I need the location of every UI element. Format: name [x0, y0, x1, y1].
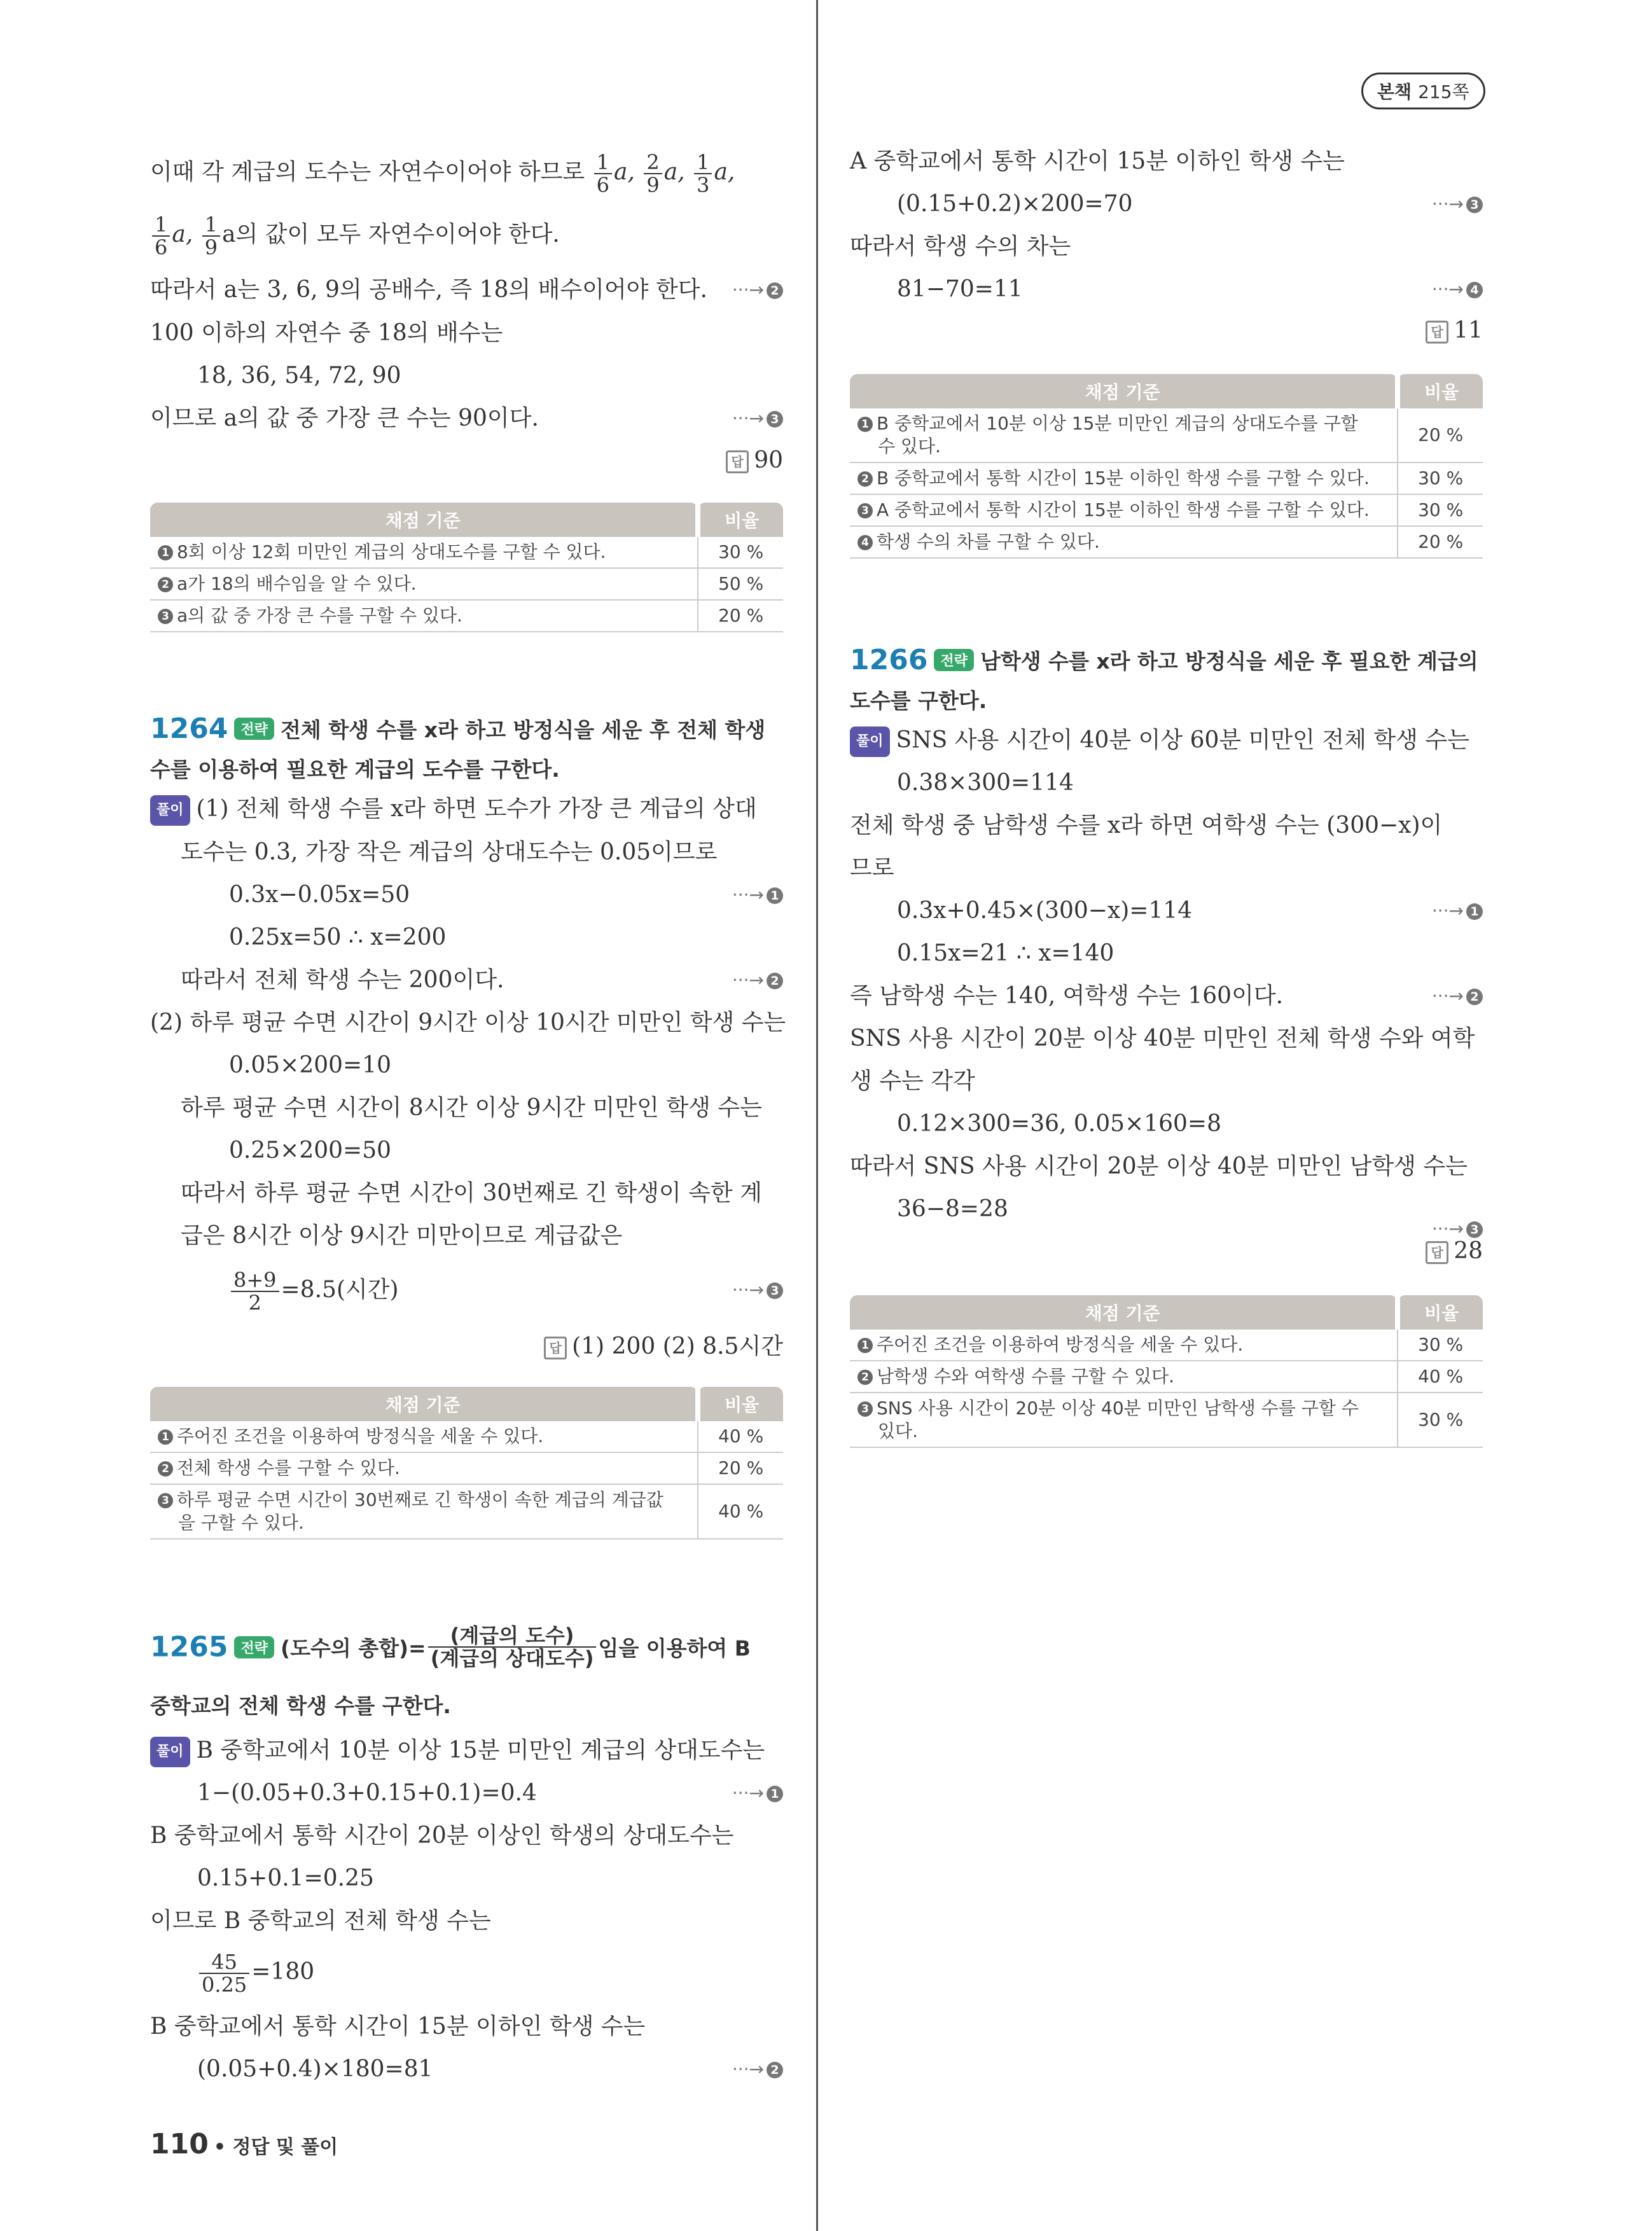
strategy-badge: 전략 [234, 718, 274, 740]
step-marker: ···→ 1 [732, 1779, 783, 1807]
criteria-table: 채점 기준 비율 1 B 중학교에서 10분 이상 15분 미만인 계급의 상대도수를 구할 수 있다. 20 % 2 B 중학교에서 통학 시간이 15분 이하인 학생 수를 구할 수 있다. 30 % 3 A 중학교에서 통학 시간이 15분 이하인 학생 수를 구할 수 있다. 30 % 4 학생 수의 차를 구할 수 있다. 20 % [850, 374, 1483, 559]
text-line: 따라서 SNS 사용 시간이 20분 이상 40분 미만인 남학생 수는 [850, 1153, 1468, 1179]
table-row: 3 a의 값 중 가장 큰 수를 구할 수 있다. 20 % [150, 600, 783, 632]
table-row: 2 남학생 수와 여학생 수를 구할 수 있다. 40 % [850, 1361, 1483, 1393]
text-line: 풀이 B 중학교에서 10분 이상 15분 미만인 계급의 상대도수는 [150, 1737, 765, 1767]
page-footer [150, 2128, 338, 2160]
table-row: 2 a가 18의 배수임을 알 수 있다. 50 % [150, 568, 783, 600]
text-line: $\frac{45}{0.25}$ =180 [197, 1947, 314, 1998]
solution-badge: 풀이 [850, 726, 890, 757]
fraction: $\frac{45}{0.25}$ [199, 1951, 249, 1996]
fraction: $\frac{1}{9}$ [202, 214, 220, 258]
text-line: 18, 36, 54, 72, 90 [197, 363, 401, 389]
criteria-table: 채점 기준 비율 1 8회 이상 12회 미만인 계급의 상대도수를 구할 수 있다. 30 % 2 a가 18의 배수임을 알 수 있다. 50 % 3 a의 값 중 가장 큰 수를 구할 수 있다. 20 % [150, 503, 783, 632]
step-marker: ···→ 4 [1432, 275, 1483, 303]
text-line: 0.12×300=36, 0.05×160=8 [897, 1111, 1221, 1137]
step-marker: ···→ 2 [732, 966, 783, 994]
problem-number: 1264 [150, 712, 228, 745]
fraction: $\frac{2}{9}$ [644, 151, 662, 196]
step-marker: ···→ 2 [1432, 982, 1483, 1010]
step-marker: ···→ 2 [732, 276, 783, 304]
fraction: $\frac{8+9}{2}$ [231, 1269, 279, 1314]
step-marker: ···→ 3 [1432, 1215, 1483, 1243]
answer-icon: 답 [544, 1337, 567, 1359]
text-line: 전체 학생 중 남학생 수를 x라 하면 여학생 수는 (300−x)이 [850, 812, 1443, 838]
solution-badge: 풀이 [150, 795, 190, 826]
strategy-text: 도수를 구한다. [850, 688, 987, 713]
page-reference-badge: 본책 215쪽 [1361, 73, 1485, 109]
text-line: 이므로 B 중학교의 전체 학생 수는 [150, 1908, 491, 1934]
table-row: 4 학생 수의 차를 구할 수 있다. 20 % [850, 526, 1483, 558]
text-line: (0.15+0.2)×200=70 ···→ 3 [897, 190, 1483, 218]
step-marker: ···→ 2 [732, 2055, 783, 2083]
criteria-table: 채점 기준 비율 1 주어진 조건을 이용하여 방정식을 세울 수 있다. 40 % 2 전체 학생 수를 구할 수 있다. 20 % 3 하루 평균 수면 시간이 30번째로 긴 학생이 속한 계급의 계급값 을 구할 수 있다. 40 % [150, 1387, 783, 1539]
answer-icon: 답 [726, 450, 749, 473]
strategy-text: 수를 이용하여 필요한 계급의 도수를 구한다. [150, 757, 560, 782]
text-line: 100 이하의 자연수 중 18의 배수는 [150, 320, 503, 346]
table-row: 3 SNS 사용 시간이 20분 이상 40분 미만인 남학생 수를 구할 수 있다. 30 % [850, 1393, 1483, 1447]
text-line: 따라서 a는 3, 6, 9의 공배수, 즉 18의 배수이어야 한다. ···→ 2 [150, 276, 783, 304]
table-row: 3 하루 평균 수면 시간이 30번째로 긴 학생이 속한 계급의 계급값 을 구할 수 있다. 40 % [150, 1484, 783, 1539]
text-line: 이때 각 계급의 도수는 자연수이어야 하므로 $\frac{1}{6}$ a, $\frac{2}{9}$ a, $\frac{1}{3}$ a, [150, 150, 735, 197]
text-line: 즉 남학생 수는 140, 여학생 수는 160이다. ···→ 2 [850, 982, 1483, 1010]
problem-number: 1266 [850, 644, 928, 676]
solution-badge: 풀이 [150, 1737, 190, 1767]
text-line: (2) 하루 평균 수면 시간이 9시간 이상 10시간 미만인 학생 수는 [150, 1010, 786, 1036]
text-line: (0.05+0.4)×180=81 ···→ 2 [197, 2055, 783, 2083]
text-line: 이므로 a의 값 중 가장 큰 수는 90이다. ···→ 3 [150, 405, 783, 433]
text-line: 81−70=11 ···→ 4 [897, 275, 1483, 303]
answer-line: 답 28 [1426, 1238, 1483, 1264]
text-line: 0.15x=21 ∴ x=140 [897, 940, 1114, 966]
step-marker: ···→ 3 [1432, 190, 1483, 218]
fraction: $\frac{1}{6}$ [152, 214, 170, 258]
text-line: 따라서 전체 학생 수는 200이다. ···→ 2 [181, 966, 783, 994]
text-line: 므로 [850, 855, 894, 881]
column-divider [816, 0, 818, 2231]
text-line: 0.15+0.1=0.25 [197, 1865, 374, 1891]
text-line: 풀이 (1) 전체 학생 수를 x라 하면 도수가 가장 큰 계급의 상대 [150, 795, 757, 826]
answer-icon: 답 [1426, 1241, 1448, 1264]
strategy-text: 중학교의 전체 학생 수를 구한다. [150, 1693, 451, 1718]
step-marker: ···→ 3 [732, 1265, 783, 1316]
table-row: 1 B 중학교에서 10분 이상 15분 미만인 계급의 상대도수를 구할 수 있다. 20 % [850, 408, 1483, 462]
text-line: SNS 사용 시간이 20분 이상 40분 미만인 전체 학생 수와 여학 [850, 1025, 1475, 1052]
text-line: B 중학교에서 통학 시간이 20분 이상인 학생의 상대도수는 [150, 1823, 734, 1849]
text-line: 1−(0.05+0.3+0.15+0.1)=0.4 ···→ 1 [197, 1779, 783, 1807]
step-marker: ···→ 1 [1432, 897, 1483, 925]
text-line: 하루 평균 수면 시간이 8시간 이상 9시간 미만인 학생 수는 [181, 1095, 762, 1121]
text-line: $\frac{8+9}{2}$ =8.5(시간) ···→ 3 [229, 1265, 783, 1316]
text-line: 0.05×200=10 [229, 1052, 392, 1078]
text-line: 0.25×200=50 [229, 1137, 392, 1164]
text-line: A 중학교에서 통학 시간이 15분 이하인 학생 수는 [850, 148, 1345, 174]
table-row: 1 8회 이상 12회 미만인 계급의 상대도수를 구할 수 있다. 30 % [150, 537, 783, 568]
fraction: $\frac{1}{6}$ [594, 151, 612, 196]
answer-line: 답 90 [726, 447, 783, 473]
table-row: 2 B 중학교에서 통학 시간이 15분 이하인 학생 수를 구할 수 있다. 30 % [850, 462, 1483, 494]
text-line: 따라서 하루 평균 수면 시간이 30번째로 긴 학생이 속한 계 [181, 1180, 762, 1206]
text-line: 생 수는 각각 [850, 1068, 975, 1094]
text-line: 0.38×300=114 [897, 770, 1074, 796]
text-line: B 중학교에서 통학 시간이 15분 이하인 학생 수는 [150, 2013, 646, 2040]
text-line: 풀이 SNS 사용 시간이 40분 이상 60분 미만인 전체 학생 수는 [850, 726, 1469, 757]
text-line: 급은 8시간 이상 9시간 미만이므로 계급값은 [181, 1223, 623, 1249]
table-row: 2 전체 학생 수를 구할 수 있다. 20 % [150, 1452, 783, 1484]
strategy-badge: 전략 [934, 649, 974, 671]
problem-1264-header: 1264 전략 전체 학생 수를 x라 하고 방정식을 세운 후 전체 학생 [150, 712, 766, 745]
table-row: 3 A 중학교에서 통학 시간이 15분 이하인 학생 수를 구할 수 있다. 30 % [850, 494, 1483, 526]
text-line: 0.3x−0.05x=50 ···→ 1 [229, 881, 783, 909]
answer-line: 답 (1) 200 (2) 8.5시간 [544, 1328, 783, 1361]
table-row: 1 주어진 조건을 이용하여 방정식을 세울 수 있다. 40 % [150, 1421, 783, 1452]
fraction: $\frac{\text{(계급의 도수)}}{\text{(계급의 상대도수)}}$ [428, 1625, 597, 1669]
answer-icon: 답 [1426, 321, 1448, 344]
problem-1265-header: 1265 전략 (도수의 총합)= $\frac{\text{(계급의 도수)}}{\text{(계급의 상대도수)}}$ 임을 이용하여 B [150, 1623, 751, 1671]
fraction: $\frac{1}{3}$ [694, 151, 712, 196]
text-line: 0.3x+0.45×(300−x)=114 ···→ 1 [897, 897, 1483, 925]
table-row: 1 주어진 조건을 이용하여 방정식을 세울 수 있다. 30 % [850, 1330, 1483, 1361]
text-line: 36−8=28 [897, 1196, 1008, 1222]
text-line: 도수는 0.3, 가장 작은 계급의 상대도수는 0.05이므로 [181, 839, 718, 865]
step-marker: ···→ 1 [732, 881, 783, 909]
problem-1266-header: 1266 전략 남학생 수를 x라 하고 방정식을 세운 후 필요한 계급의 [850, 644, 1478, 676]
text-line: 따라서 학생 수의 차는 [850, 233, 1071, 260]
problem-number: 1265 [150, 1630, 228, 1664]
text-line: 0.25x=50 ∴ x=200 [229, 924, 447, 950]
page-number: 110 [150, 2128, 209, 2160]
criteria-table: 채점 기준 비율 1 주어진 조건을 이용하여 방정식을 세울 수 있다. 30 % 2 남학생 수와 여학생 수를 구할 수 있다. 40 % 3 SNS 사용 시간이 20분 이상 40분 미만인 남학생 수를 구할 수 있다. 30 % [850, 1295, 1483, 1448]
text-line: $\frac{1}{6}$ a, $\frac{1}{9}$ a의 값이 모두 자연수이어야 한다. [150, 214, 560, 258]
step-marker: ···→ 3 [732, 405, 783, 433]
answer-line: 답 11 [1426, 317, 1483, 344]
strategy-badge: 전략 [234, 1636, 274, 1658]
footer-title: • 정답 및 풀이 [213, 2136, 338, 2158]
